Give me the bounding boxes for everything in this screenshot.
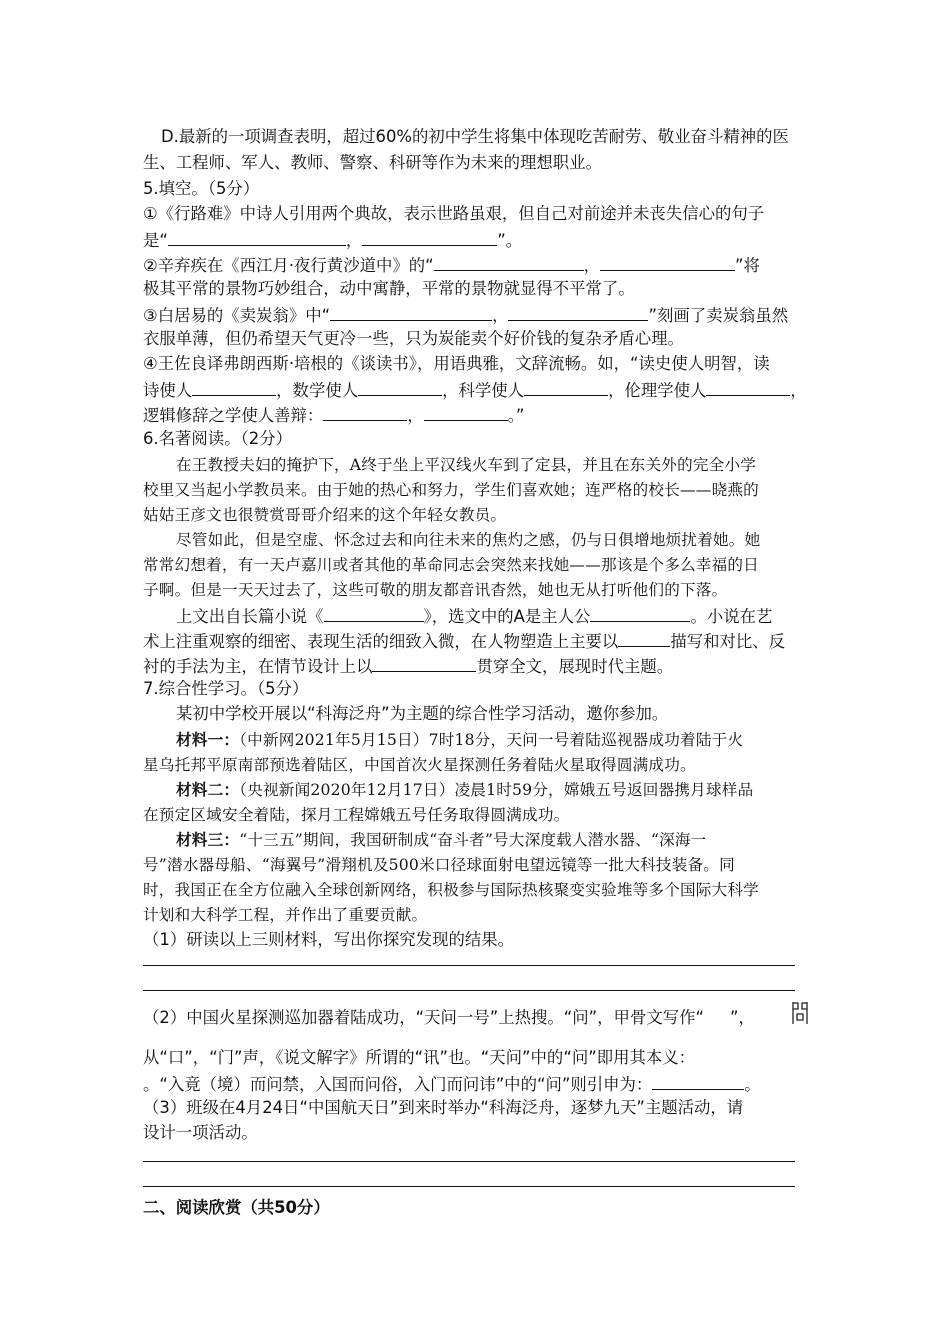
q7-sub3-line1: （3）班级在4月24日“中国航天日”到来时举办“科海泛舟，逐梦九天”主题活动，请	[143, 1098, 744, 1117]
q5-item3-line2: 衣服单薄，但仍希望天气更冷一些，只为炭能卖个好价钱的复杂矛盾心理。	[143, 329, 684, 348]
q7-sub1: （1）研读以上三则材料，写出你探究发现的结果。	[143, 930, 515, 949]
answer-blank[interactable]	[524, 377, 608, 396]
q7-intro: 某初中学校开展以“科海泛舟”为主题的综合性学习活动，邀你参加。	[176, 704, 669, 723]
answer-line[interactable]	[143, 1186, 795, 1187]
q5-title: 5.填空。（5分）	[143, 179, 260, 198]
q6-question-line3: 衬的手法为主，在情节设计上以 贯穿全文，展现时代主题。	[143, 653, 673, 679]
answer-blank[interactable]	[323, 402, 407, 421]
answer-blank[interactable]	[358, 377, 442, 396]
answer-blank[interactable]	[372, 653, 476, 672]
q5-item4-line2: 诗使人 ，数学使人 ，科学使人 ，伦理学使人 ，	[143, 377, 807, 403]
q6-question-line1: 上文出自长篇小说《 》，选文中的A是主人公 。小说在艺	[176, 603, 772, 629]
q7-sub2-line2: 从“口”，“门”声，《说文解字》所谓的“讯”也。“天问”中的“问”即用其本义：	[143, 1048, 696, 1067]
q7-material1-line1: 材料一：（中新网2021年5月15日）7时18分，天问一号着陆巡视器成功着陆于火	[176, 730, 744, 749]
answer-blank[interactable]	[590, 603, 690, 622]
section2-title: 二、阅读欣赏（共50分）	[143, 1198, 330, 1217]
q6-passage-p1-line1: 在王教授夫妇的掩护下，A终于坐上平汉线火车到了定县，并且在东关外的完全小学	[176, 456, 757, 474]
q7-sub2-line1: （2）中国火星探测巡加器着陆成功，“天问一号”上热搜。“问”，甲骨文写作“ ”，	[143, 1008, 755, 1027]
q7-material2-line2: 在预定区域安全着陆，探月工程嫦娥五号任务取得圆满成功。	[143, 806, 570, 824]
oracle-bone-wen-glyph	[790, 1000, 810, 1026]
q5-item4-line1: ④王佐良译弗朗西斯·培根的《谈读书》，用语典雅，文辞流畅。如，“读史使人明智，读	[143, 354, 770, 373]
q5-item1-line1: ①《行路难》中诗人引用两个典故，表示世路虽艰，但自己对前途并未丧失信心的句子	[143, 204, 765, 223]
q5-item4-line3: 逻辑修辞之学使人善辩： ， 。”	[143, 402, 524, 428]
q6-passage-p1-line3: 姑姑王彦文也很赞赏哥哥介绍来的这个年轻女教员。	[143, 506, 507, 524]
q7-material3-line2: 号”潜水器母船、“海翼号”滑翔机及500米口径球面射电望远镜等一批大科技装备。同	[143, 856, 735, 874]
answer-blank[interactable]	[434, 252, 584, 271]
option-d-line2: 生、工程师、军人、教师、警察、科研等作为未来的理想职业。	[143, 153, 602, 172]
q6-passage-p1-line2: 校里又当起小学教员来。由于她的热心和努力，学生们喜欢她；连严格的校长——晓燕的	[143, 481, 759, 499]
answer-line[interactable]	[143, 965, 795, 966]
q7-material3-line3: 时，我国正在全方位融入全球创新网络，积极参与国际热核聚变实验堆等多个国际大科学	[143, 881, 759, 899]
q5-item3-line1: ③白居易的《卖炭翁》中“ ， ”刻画了卖炭翁虽然	[143, 302, 788, 328]
q6-passage-p2-line1: 尽管如此，但是空虚、怀念过去和向往未来的焦灼之感，仍与日俱增地烦扰着她。她	[176, 531, 761, 549]
q7-material3-line4: 计划和大科学工程，并作出了重要贡献。	[143, 906, 428, 924]
q7-material2-line1: 材料二：（央视新闻2020年12月17日）凌晨1时59分，嫦娥五号返回器携月球样品	[176, 780, 754, 799]
answer-blank[interactable]	[362, 227, 497, 246]
q7-sub3-line2: 设计一项活动。	[143, 1123, 258, 1142]
answer-blank[interactable]	[424, 402, 508, 421]
q7-sub2-line3: 。“入竟（境）而问禁，入国而问俗，入门而问讳”中的“问”则引申为： 。	[143, 1071, 761, 1097]
q5-item2-line2: 极其平常的景物巧妙组合，动中寓静，平常的景物就显得不平常了。	[143, 279, 635, 298]
q6-question-line2: 术上注重观察的细密、表现生活的细致入微，在人物塑造上主要以 描写和对比、反	[143, 628, 785, 654]
q6-title: 6.名著阅读。（2分）	[143, 429, 292, 448]
q6-passage-p2-line3: 子啊。但是一天天过去了，这些可敬的朋友都音讯杳然，她也无从打听他们的下落。	[143, 581, 728, 599]
q5-item2-line1: ②辛弃疾在《西江月·夜行黄沙道中》的“ ， ”将	[143, 252, 760, 278]
answer-blank[interactable]	[324, 603, 424, 622]
answer-blank[interactable]	[330, 302, 492, 321]
answer-blank[interactable]	[618, 628, 670, 647]
answer-blank[interactable]	[600, 252, 735, 271]
answer-blank[interactable]	[192, 377, 276, 396]
q6-passage-p2-line2: 常常幻想着，有一天卢嘉川或者其他的革命同志会突然来找她——那该是个多么幸福的日	[143, 556, 759, 574]
answer-blank[interactable]	[652, 1071, 744, 1090]
answer-blank[interactable]	[168, 227, 346, 246]
q5-item1-line2: 是“ ， ”。	[143, 227, 522, 253]
option-d-line1: D.最新的一项调查表明，超过60%的初中学生将集中体现吃苦耐劳、敬业奋斗精神的医	[161, 127, 789, 146]
answer-blank[interactable]	[706, 377, 790, 396]
answer-line[interactable]	[143, 1161, 795, 1162]
q7-material3-line1: 材料三：“十三五”期间，我国研制成“奋斗者”号大深度载人潜水器、“深海一	[176, 830, 707, 849]
answer-line[interactable]	[143, 990, 795, 991]
answer-blank[interactable]	[508, 302, 648, 321]
q7-material1-line2: 星乌托邦平原南部预选着陆区，中国首次火星探测任务着陆火星取得圆满成功。	[143, 756, 696, 774]
q7-title: 7.综合性学习。（5分）	[143, 679, 309, 698]
